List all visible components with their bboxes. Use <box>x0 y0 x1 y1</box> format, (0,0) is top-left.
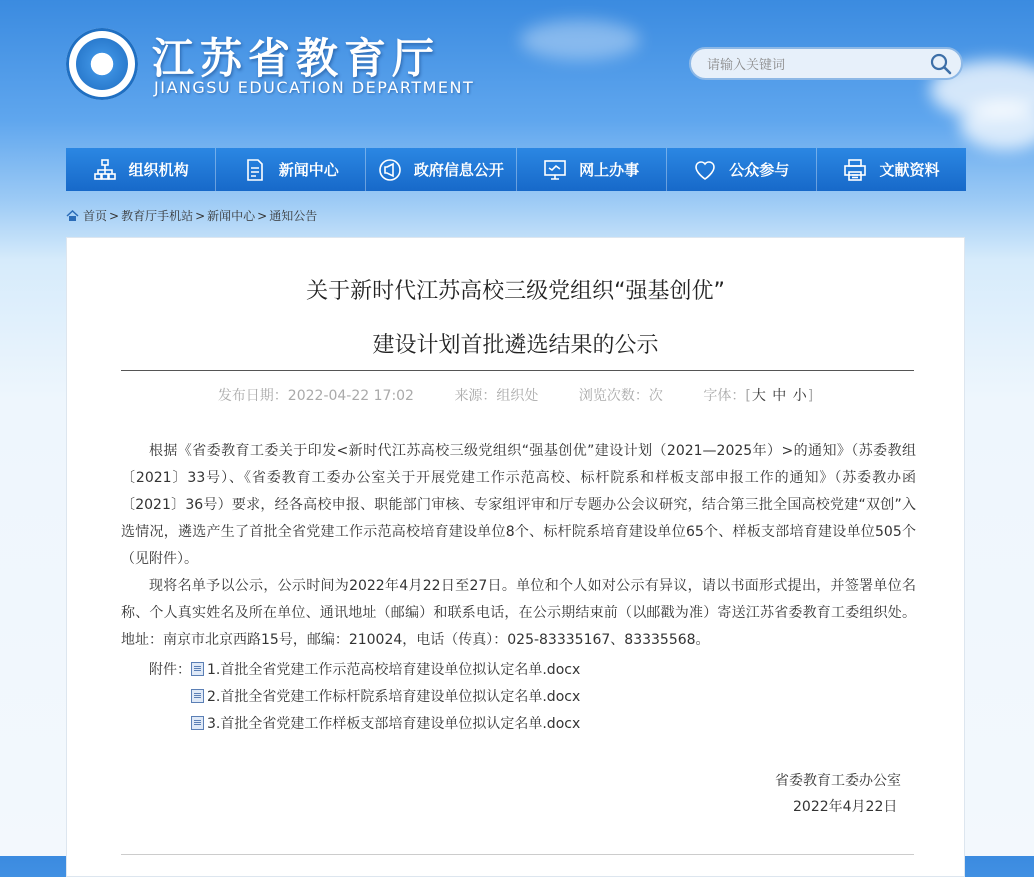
logo-emblem-icon <box>76 38 128 90</box>
nav-label: 文献资料 <box>879 161 940 179</box>
heart-icon <box>693 158 717 182</box>
doc-file-icon <box>191 689 204 703</box>
font-size-close: ] <box>807 388 814 404</box>
cloud-decoration <box>960 100 1034 150</box>
article-paragraph: 根据《省委教育工委关于印发<新时代江苏高校三级党组织“强基创优”建设计划（2021—2025年）>的通知》（苏委教组〔2021〕33号）、《省委教育工委办公室关于开展党建工作示范高校、标杆院系和样板支部申报工作的通知》（苏委教办函〔2021〕36号）要求，经各高校申报、职能部门审核、专家组评审和厅专题办公会议研究，结合第三批全国高校党建“双创”入选情况，遴选产生了首批全省党建工作示范高校培育建设单位8个、标杆院系培育建设单位65个、样板支部培育建设单位505个（见附件）。 <box>121 443 916 567</box>
article-panel <box>66 237 965 877</box>
attachment-row <box>191 686 580 706</box>
breadcrumb-separator: > <box>195 208 206 223</box>
article-title-line1: 关于新时代江苏高校三级党组织“强基创优” <box>306 279 725 304</box>
article-source: 来源：组织处 <box>454 388 539 404</box>
nav-item-online-services[interactable] <box>517 148 667 191</box>
breadcrumb <box>66 207 317 224</box>
main-nav <box>66 148 966 191</box>
search-icon[interactable] <box>929 52 953 76</box>
document-icon <box>243 158 267 182</box>
nav-item-gov-info[interactable] <box>366 148 516 191</box>
attachment-link[interactable]: 1.首批全省党建工作示范高校培育建设单位拟认定名单.docx <box>207 662 581 678</box>
nav-item-news[interactable] <box>216 148 366 191</box>
article-title-line2: 建设计划首批遴选结果的公示 <box>372 333 659 358</box>
title-divider <box>121 370 914 371</box>
font-size-large[interactable]: 大 <box>751 388 766 404</box>
monitor-icon <box>543 158 567 182</box>
breadcrumb-separator: > <box>109 208 120 223</box>
nav-label: 政府信息公开 <box>413 161 504 179</box>
search-box <box>689 47 963 80</box>
font-size-control <box>703 388 813 404</box>
nav-item-documents[interactable] <box>817 148 966 191</box>
signature-date: 2022年4月22日 <box>793 799 898 815</box>
publish-date: 发布日期：2022-04-22 17:02 <box>217 388 414 404</box>
breadcrumb-separator: > <box>257 208 268 223</box>
doc-file-icon <box>191 716 204 730</box>
cloud-decoration <box>520 20 640 60</box>
article-meta <box>67 385 964 405</box>
breadcrumb-news-center[interactable]: 新闻中心 <box>207 209 256 223</box>
article-body <box>121 438 916 654</box>
nav-item-organization[interactable] <box>66 148 216 191</box>
breadcrumb-home[interactable]: 首页 <box>83 209 108 223</box>
speaker-icon <box>378 158 402 182</box>
attachment-row <box>149 659 580 679</box>
nav-item-public-participation[interactable] <box>667 148 817 191</box>
font-size-label: 字体：[ <box>703 388 751 404</box>
doc-file-icon <box>191 662 204 676</box>
bottom-divider <box>121 854 914 855</box>
home-icon <box>66 210 79 222</box>
attachment-link[interactable]: 2.首批全省党建工作标杆院系培育建设单位拟认定名单.docx <box>207 689 581 705</box>
attachment-row <box>191 713 580 733</box>
attachment-label: 附件： <box>149 662 191 678</box>
search-input[interactable] <box>705 54 919 76</box>
nav-label: 新闻中心 <box>278 161 339 179</box>
site-title-cn: 江苏省教育厅 <box>152 34 441 83</box>
breadcrumb-notices[interactable]: 通知公告 <box>269 209 318 223</box>
nav-label: 公众参与 <box>729 161 790 179</box>
nav-label: 网上办事 <box>579 161 640 179</box>
attachment-link[interactable]: 3.首批全省党建工作样板支部培育建设单位拟认定名单.docx <box>207 716 581 732</box>
org-chart-icon <box>93 158 117 182</box>
printer-icon <box>843 158 867 182</box>
department-logo[interactable] <box>66 28 138 100</box>
font-size-medium[interactable]: 中 <box>772 388 787 404</box>
breadcrumb-mobile-site[interactable]: 教育厅手机站 <box>121 209 194 223</box>
site-title-en: JIANGSU EDUCATION DEPARTMENT <box>154 78 475 97</box>
signature-issuer: 省委教育工委办公室 <box>775 773 901 789</box>
article-paragraph: 现将名单予以公示，公示时间为2022年4月22日至27日。单位和个人如对公示有异议，请以书面形式提出，并签署单位名称、个人真实姓名及所在单位、通讯地址（邮编）和联系电话，在公示期结束前（以邮戳为准）寄送江苏省委教育工委组织处。地址：南京市北京西路15号，邮编：210024，电话（传真）：025-83335167、83335568。 <box>121 578 916 648</box>
nav-label: 组织机构 <box>128 161 189 179</box>
view-count: 浏览次数：次 <box>578 388 663 404</box>
font-size-small[interactable]: 小 <box>792 388 807 404</box>
